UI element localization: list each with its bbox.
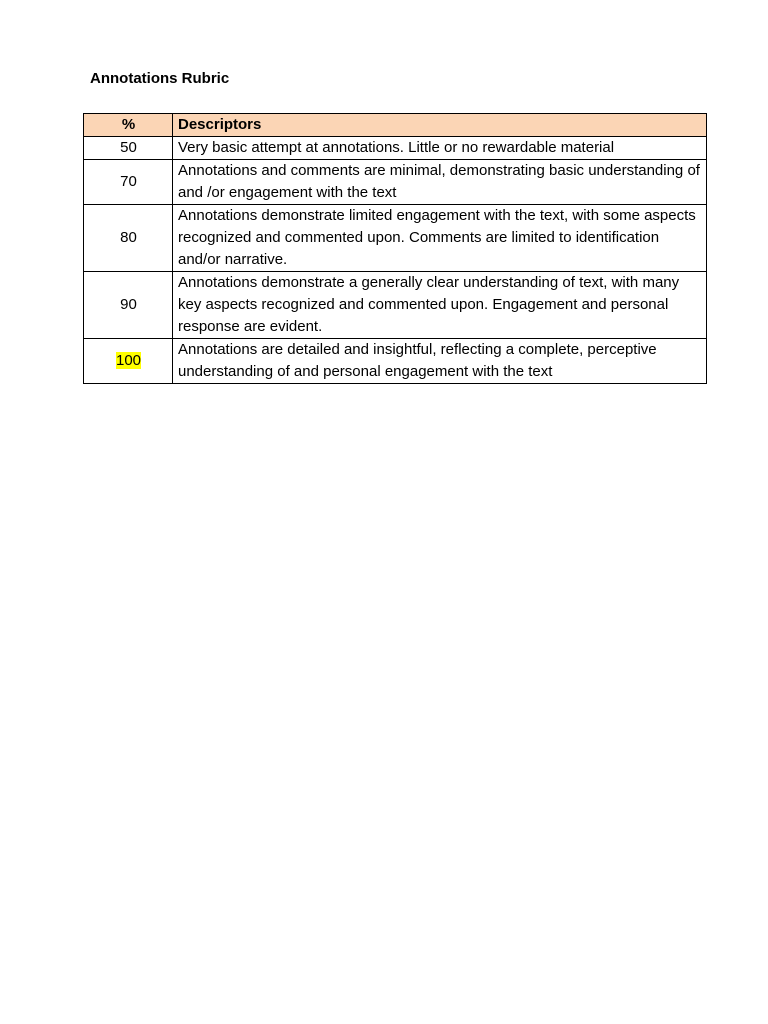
- document-title: Annotations Rubric: [90, 70, 230, 87]
- percent-cell: [84, 137, 173, 160]
- descriptor-cell: Annotations demonstrate limited engagement with the text, with some aspects recognized and commented upon. Comments are limited to identification and/or narrative.: [173, 205, 707, 272]
- descriptor-cell: Very basic attempt at annotations. Little or no rewardable material: [173, 137, 707, 160]
- percent-cell: [84, 205, 173, 272]
- percent-value: 80: [120, 229, 137, 246]
- percent-value: 70: [120, 173, 137, 190]
- rubric-table: [83, 113, 707, 384]
- table-row: [84, 205, 707, 272]
- percent-cell: [84, 272, 173, 339]
- percent-cell: [84, 339, 173, 384]
- table-header-row: [84, 114, 707, 137]
- descriptor-cell: Annotations are detailed and insightful, reflecting a complete, perceptive understanding of and personal engagement with the text: [173, 339, 707, 384]
- descriptor-cell: Annotations demonstrate a generally clear understanding of text, with many key aspects recognized and commented upon. Engagement and personal response are evident.: [173, 272, 707, 339]
- percent-value: 50: [120, 139, 137, 156]
- percent-value-highlighted: 100: [115, 352, 142, 369]
- header-descriptors: Descriptors: [173, 114, 707, 137]
- percent-value: 90: [120, 296, 137, 313]
- table-row: [84, 272, 707, 339]
- table-row: [84, 160, 707, 205]
- descriptor-cell: Annotations and comments are minimal, demonstrating basic understanding of and /or engagement with the text: [173, 160, 707, 205]
- table-row: [84, 137, 707, 160]
- percent-cell: [84, 160, 173, 205]
- table-row: [84, 339, 707, 384]
- header-percent: %: [84, 114, 173, 137]
